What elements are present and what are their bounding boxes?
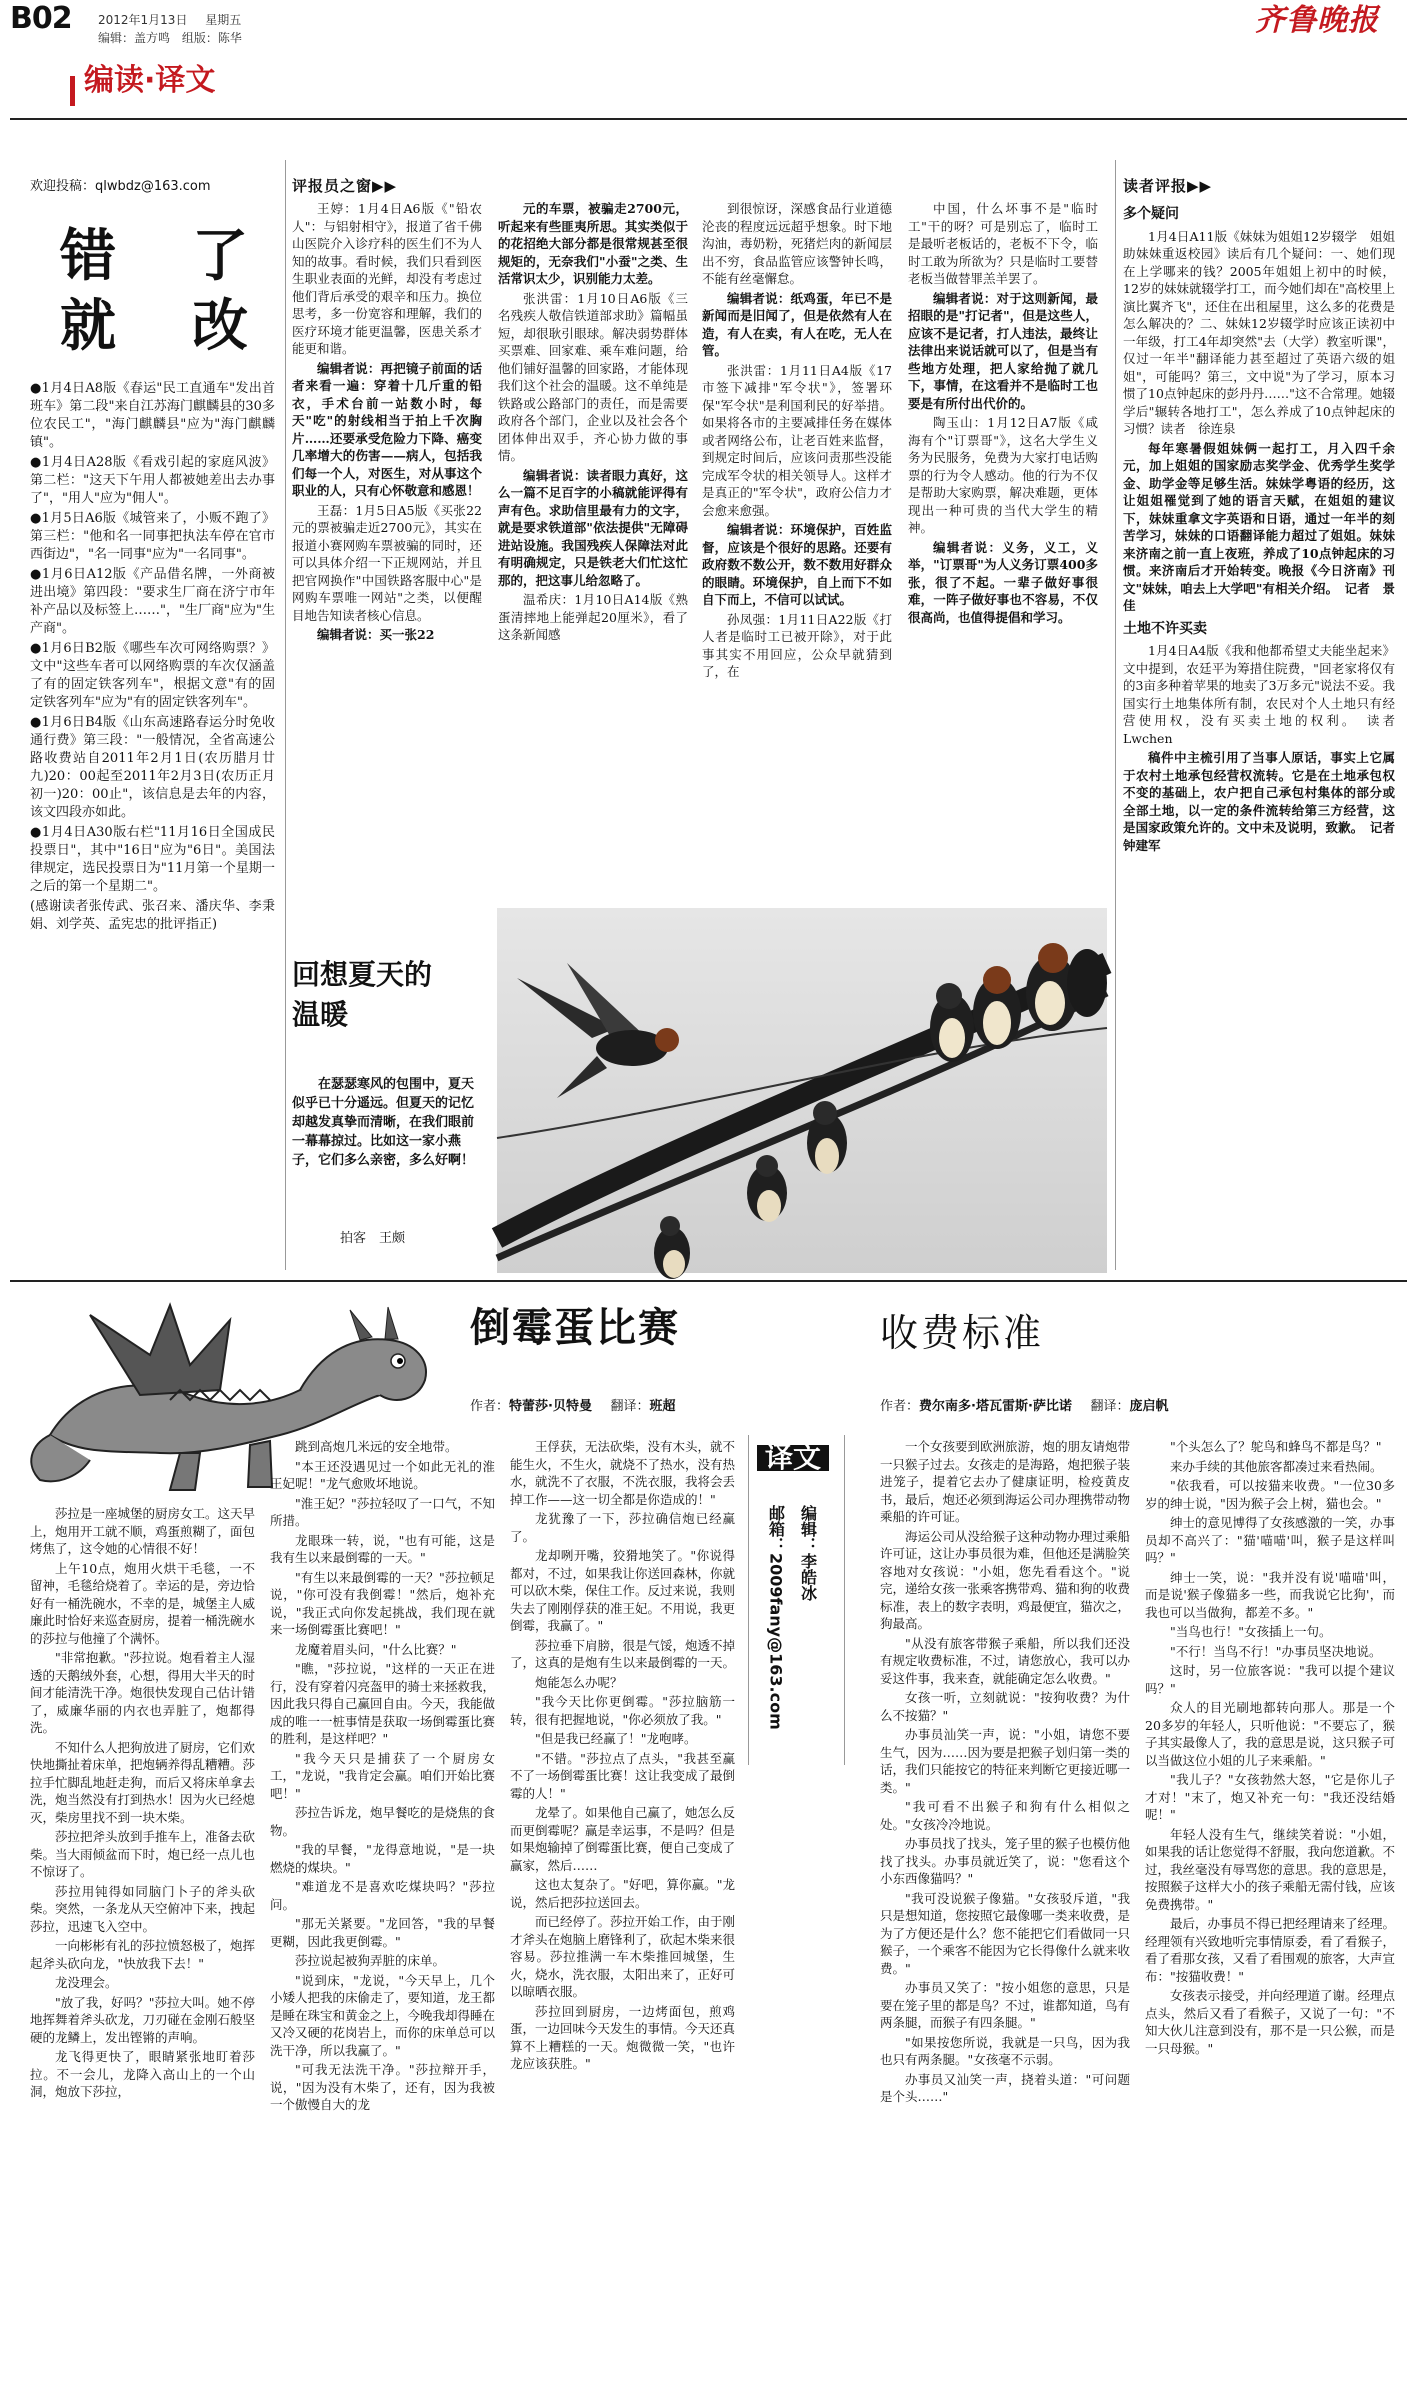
paragraph: 陶玉山：1月12日A7版《咸海有个"订票哥"》，这名大学生义务为民服务，免费为大家打电话购票的行为令人感动。他的行为不仅是帮助大家购票，解决难题，更体现出一种可贵的当代大学生的精神。 [908,415,1098,535]
paragraph: "不行！当鸟不行！"办事员坚决地说。 [1170,1643,1382,1659]
paragraph: 到很惊讶，深感食品行业道德沦丧的程度远远超乎想象。时下地沟油，毒奶粉，死猪烂肉的新闻层出不穷，食品监管应该警钟长鸣，不能有丝毫懈怠。 [702,201,892,286]
paragraph: ●1月5日A6版《城管来了，小贩不跑了》第三栏："他和名一同事把执法车停在官市西街边"，"名一同事"应为"一名同事"。 [30,511,275,562]
paragraph: 编辑者说：对于这则新闻，最招眼的是"打记者"，但是这些人，应该不是记者，打人违法，最终让法律出来说话就可以了，但是当有些地方处理，把人家给抛了就几下，事情，在这看并不是临时工也要是有所付出代价的。 [908,290,1098,411]
weekday-text: 星期五 [205,13,242,27]
paragraph: "本王还没遇见过一个如此无礼的淮王妃呢！"龙气愈败坏地说。 [270,1458,495,1491]
paragraph: 王磊：1月5日A5版《买张22元的票被骗走近2700元》，其实在报道小赛网购车票被骗的同时，还可以具体介绍一下正规网站，并且把官网换作"中国铁路客服中心"是网购车票唯一网站"之类，以便醒目地告知读者核心信息。 [292,502,482,623]
paragraph: "非常抱歉。"莎拉说。炮看着主人湿透的天鹅绒外套，心想，得用大半天的时间才能清洗干净。炮很快发现自己估计错了，威廉华丽的内衣也弄脏了，炮都得洗。 [30,1650,256,1735]
photo-title-line-2: 温暖 [292,998,349,1031]
swallows-photo [497,908,1107,1273]
contact-line: 欢迎投稿：qlwbdz@163.com [30,179,211,194]
paragraph: "我可没说猴子像猫。"女孩驳斥道，"我只是想知道，您按照它最像哪一类来收费，是为了方便还是什么？您不能把它们看做同一只猴子，一个乘客不能因为它长得像什么就来收费。" [880,1890,1131,1976]
layout-text: 组版：陈华 [181,31,242,45]
paragraph: 年轻人没有生气，继续笑着说："小姐，如果我的话让您觉得不舒服，我向您道歉。不过，我丝毫没有辱骂您的意思。我的意思是，按照猴子这样大小的孩子乘船无需付钱，应该免费携带。" [1145,1826,1396,1912]
story1-author: 特蕾莎·贝特曼 [509,1399,592,1414]
paragraph: 莎拉把斧头放到手推车上，准备去砍柴。当大雨倾盆而下时，炮已经一点儿也不惊讶了。 [30,1829,256,1879]
paragraph: 王俘获，无法砍柴，没有木头，就不能生火，不生火，就烧不了热水，没有热水，就洗不了衣服，不洗衣服，我将会丢掉工作——这一切全都是你造成的！" [510,1439,736,1507]
paragraph: 编辑者说：读者眼力真好，这么一篇不足百字的小稿就能评得有声有色。求助信里最有力的文字，就是要求铁道部"依法提供"无障碍进站设施。我国残疾人保障法对此有明确规定，只是铁老大们忙这忙那的，把这事儿给忽略了。 [498,467,688,588]
paragraph: "我今天比你更倒霉。"莎拉脑筋一转，很有把握地说，"你必须放了我。" [510,1694,735,1727]
paragraph: 温希庆：1月10日A14版《熟蛋清摔地上能弹起20厘米》，看了这条新闻感 [498,592,688,642]
paragraph: 炮能怎么办呢？ [535,1674,623,1690]
paragraph: "淮王妃？"莎拉轻叹了一口气，不知所措。 [270,1495,495,1528]
brand-logo: 齐鲁晚报 [1255,3,1379,38]
paragraph: "不错。"莎拉点了点头，"我甚至赢不了一场倒霉蛋比赛！这让我变成了最倒霉的人！" [510,1750,736,1801]
paragraph: 莎拉垂下肩膀，很是气馁，炮透不掉了，这真的是炮有生以来最倒霉的一天。 [510,1637,736,1670]
review-column-1 [292,200,482,870]
review-section-title: 评报员之窗▶▶ [292,177,398,195]
story2-translator: 庞启帆 [1129,1399,1169,1414]
paragraph: 这时，另一位旅客说："我可以提个建议吗？" [1145,1663,1395,1696]
story2-author: 费尔南多·塔瓦雷斯·萨比诺 [919,1399,1072,1414]
paragraph: ●1月4日A30版右栏"11月16日全国成民投票日"，其中"16日"应为"6日"。美国法律规定，选民投票日为"11月第一个星期一之后的第一个星期二"。 [30,825,275,894]
story1-column-1 [30,1505,255,2370]
paragraph: 绅士的意见博得了女孩感激的一笑，办事员却不高兴了："猫'喵喵'叫，猴子是这样叫吗？" [1145,1515,1396,1565]
paragraph: 1月4日A11版《妹妹为姐姐12岁辍学 姐姐助妹妹重返校园》读后有几个疑问：一、她们现在上学哪来的钱？2005年姐姐上初中的时候，12岁的妹妹就辍学打工，而今她们却在"高校里上演比翼齐飞"，还住在出租屋里，这么多的花费是怎么解决的？二、妹妹12岁辍学时应该正读初中一年级，打工4年却突然"去（大学）教室听课"，仅过一年半"翻译能力甚至超过了英语六级的姐姐"，可能吗？第三，文中说"为了学习，原本习惯了10点钟起床的彭丹丹……"这不合常理。她辍学后"辗转各地打工"，怎么养成了10点钟起床的习惯？读者 徐连泉 [1123,228,1395,436]
page-code: B02 [10,1,72,36]
story2-byline [880,1398,1168,1416]
paragraph: 莎拉告诉龙，炮早餐吃的是烧焦的食物。 [270,1805,496,1838]
paragraph: 女孩表示接受，并向经理道了谢。经理点点头，然后又看了看猴子，又说了一句："不知大伙儿注意到没有，那不是一只公猴，而是一只母猴。" [1145,1988,1396,2056]
paragraph: 编辑者说：再把镜子前面的话者来看一遍：穿着十几斤重的铅衣，手术台前一站数小时，每天"吃"的射线相当于拍上千次胸片……还要承受危险力下降、癌变几率增大的伤害——病人，包括我们每一个人，对医生，对从事这个职业的人，只有心怀敬意和感恩！ [292,360,482,498]
paragraph: "如果按您所说，我就是一只鸟，因为我也只有两条腿。"女孩毫不示弱。 [880,2034,1130,2067]
story1-translator: 班超 [649,1399,676,1414]
paragraph: "瞧，"莎拉说，"这样的一天正在进行，没有穿着闪亮盔甲的骑士来拯救我，因此我只得自己赢回自由。今天，我能做成的唯一一桩事情是获取一场倒霉蛋比赛的胜利，是这样吧？" [270,1661,496,1746]
paragraph: 来办手续的其他旅客都凑过来看热闹。 [1170,1458,1383,1474]
page-date [98,12,241,30]
paragraph: 稿件中主梳引用了当事人原话，事实上它属于农村土地承包经营权流转。它是在土地承包权不变的基础上，农户把自己承包村集体的部分或全部土地，以一定的条件流转给第三方经营，这是国家政策允许的。文中未及说明，致歉。 记者 钟建军 [1123,750,1408,853]
photo-credit: 拍客 王颇 [340,1231,406,1246]
corrections-title-line-1: 错 了 [60,224,258,289]
paragraph: ●1月4日A28版《看戏引起的家庭风波》第二栏："这天下午用人都被她差出去办事了"，"用人"应为"佣人"。 [30,455,275,506]
paragraph: "依我看，可以按猫来收费。"一位30多岁的绅士说，"因为猴子会上树，猫也会。" [1145,1478,1395,1511]
paragraph: "但是我已经赢了！"龙咆哮。 [535,1731,697,1746]
paragraph: 一向彬彬有礼的莎拉愤怒极了，炮挥起斧头砍向龙，"快放我下去！" [30,1938,256,1971]
photo-title-line-1: 回想夏天的 [292,958,433,991]
paragraph: 编辑者说：环境保护，百姓监督，应该是个很好的思路。还要有政府数不数公开，数不数用好群众的眼睛。环境保护，自上而下不如自下而上，不信可以试试。 [702,522,892,607]
story2-author-label: 作者： [880,1399,920,1414]
photo-title [292,955,432,1035]
review-column-4 [908,200,1098,870]
paragraph: "可我无法洗干净。"莎拉辩开手，说，"因为没有木柴了，还有，因为我被一个傲慢自大的龙 [270,2062,495,2112]
paragraph: 龙却咧开嘴，狡猾地笑了。"你说得都对，不过，如果我让你送回森林，你就可以砍木柴，保住工作。反过来说，我则失去了刚刚俘获的准王妃。不用说，我更倒霉，我赢了。" [510,1548,736,1633]
reader-divider [1115,160,1116,1270]
paragraph: ●1月6日B4版《山东高速路春运分时免收通行费》第三段："一般情况，全省高速公路收费站自2011年2月1日(农历腊月廿九)20：00起至2011年2月3日(农历正月初一)20：00止"，该信息是去年的内容，该文四段亦如此。 [30,715,275,820]
editor-text: 编辑：盖方鸣 [98,31,171,45]
paragraph: (感谢读者张传武、张召来、潘庆华、李秉娟、刘学英、孟宪忠的批评指正) [30,899,275,932]
paragraph: ●1月6日A12版《产品借名牌，一外商被进出境》第四段："要求生厂商在济宁市年补产品以及标签上……"，"生厂商"应为"生产商"。 [30,567,275,636]
paragraph: 众人的目光刷地都转向那人。那是一个20多岁的年轻人，只听他说："不要忘了，猴子其实最像人了，我的意思是说，这只猴子可以当做这位小姐的儿子来乘船。" [1145,1700,1396,1768]
paragraph: 龙没理会。 [55,1975,118,1990]
story1-column-2 [270,1438,495,2370]
paragraph: 中国，什么坏事不是"临时工"干的呀？可是别忘了，临时工是最听老板话的，老板不下令，临时工敢为所欲为？只是临时工要替老板当做替罪羔羊罢了。 [908,201,1098,286]
reader-section-title: 读者评报▶▶ [1123,177,1213,195]
paragraph: "我儿子？"女孩勃然大怒，"它是你儿子才对！"末了，炮又补充一句："我还没结婚呢！" [1145,1772,1395,1822]
story1-column-3 [510,1438,735,2370]
paragraph: 龙魔着眉头问，"什么比赛？" [295,1641,457,1657]
paragraph: ●1月6日B2版《哪些车次可网络购票？》文中"这些车者可以网络购票的车次仅涵盖了有的固定铁客列车"，根据文意"有的固定铁客列车"应为"有的固定铁客列车"。 [30,641,275,710]
translation-label: 译文 [757,1445,829,1471]
paragraph: 这也太复杂了。"好吧，算你赢。"龙说，然后把莎拉送回去。 [510,1877,735,1910]
mid-rule [10,1280,1407,1282]
paragraph: 跳到高炮几米远的安全地带。 [295,1439,458,1454]
paragraph: 而已经停了。莎拉开始工作，由于刚才斧头在炮脑上磨锋利了，砍起木柴来很容易。莎拉推满一车木柴推回城堡，生火，烧水，洗衣服，太阳出来了，正好可以晾晒衣服。 [510,1914,736,1999]
paragraph: 办事员汕笑一声，说："小姐，请您不要生气，因为……因为要是把猴子划归第一类的话，我们只能按它的特征来判断它更接近哪一类。" [880,1727,1131,1795]
paragraph: 张洪雷：1月11日A4版《17市签下减排"军令状"》，签署环保"军令状"是利国利民的好举措。如果将各市的主要减排任务在媒体或者网络公布，让老百姓来监督，到规定时间后，应该问责那些没能完成军令状的相关领导人。这样才是真正的"军令状"，政府公信力才会愈来愈强。 [702,362,892,518]
section-title: 编读·译文 [84,63,216,98]
paragraph: "有生以来最倒霉的一天？"莎拉顿足说，"你可没有我倒霉！"然后，炮补充说，"我正式向你发起挑战，我们现在就来一场倒霉蛋比赛吧！" [270,1569,495,1637]
translation-email: 邮箱：2009fany@163.com [766,1505,786,1730]
paragraph: 莎拉用钝得如同脑门卜子的斧头砍柴。突然，一条龙从天空俯冲下来，拽起莎拉，迅速飞入空中。 [30,1883,256,1934]
story2-column-2 [1145,1438,1395,2370]
header-accent-bar [70,76,75,106]
story2-column-1 [880,1438,1130,2370]
paragraph: 莎拉说起被狗弄脏的床单。 [295,1953,446,1968]
paragraph: 办事员又汕笑一声，挠着头道："可问题是个头……" [880,2071,1130,2104]
paragraph: 龙犹豫了一下，莎拉确信炮已经赢了。 [510,1511,735,1544]
subheading: 多个疑问 [1123,206,1179,222]
translation-box [748,1435,845,1765]
paragraph: "我的早餐，"龙得意地说，"是一块燃烧的煤块。" [270,1842,495,1875]
paragraph: 编辑者说：纸鸡蛋，年已不是新闻而是旧闻了，但是依然有人在造，有人在卖，有人在吃，无人在管。 [702,290,892,358]
paragraph: "从没有旅客带猴子乘船，所以我们还没有规定收费标准，不过，请您放心，我可以办妥这件事，我来查，就能确定怎么收费。" [880,1635,1131,1686]
paragraph: 不知什么人把狗放进了厨房，它们欢快地撕扯着床单，把炮辆养得乱糟糟。莎拉手忙脚乱地赶走狗，而后又将床单拿去洗，炮当然没有打到热水！因为火已经熄灭，柴房里找不到一块木柴。 [30,1739,256,1825]
paragraph: 上午10点，炮用火烘干毛毯，一不留神，毛毯给烧着了。幸运的是，旁边恰好有一桶洗碗水，不幸的是，城堡主人威廉此时恰好来巡查厨房，提着一桶洗碗水的莎拉与他撞了个满怀。 [30,1560,256,1646]
paragraph: 编辑者说：买一张22 [317,627,435,642]
paragraph: 1月4日A4版《我和他都希望丈夫能坐起来》文中提到，农廷平为筹措住院费，"回老家将仅有的3亩多种着苹果的地卖了3万多元"说法不妥。我国实行土地集体所有制，农民对个人土地只有经营使用权，没有买卖土地的权利。 读者 Lwchen [1123,643,1408,746]
story1-title: 倒霉蛋比赛 [470,1305,680,1351]
paragraph: "我今天只是捕获了一个厨房女工，"龙说，"我肯定会赢。咱们开始比赛吧！" [270,1750,495,1801]
paragraph: 孙凤强：1月11日A22版《打人者是临时工已被开除》，对于此事其实不用回应，公众早就猜到了，在 [702,611,892,679]
date-text: 2012年1月13日 [98,13,188,27]
paragraph: "难道龙不是喜欢吃煤块吗？"莎拉问。 [270,1879,495,1912]
paragraph: "个头怎么了？鸵鸟和蜂鸟不都是鸟？" [1170,1439,1382,1454]
reader-column [1123,200,1408,1275]
story1-translator-label: 翻译： [610,1399,650,1414]
paragraph: 办事员找了找头，笼子里的猴子也模仿他找了找头。办事员就近笑了，说："您看这个小东西像猫吗？" [880,1836,1131,1886]
corrections-list [30,380,275,1270]
story2-title: 收费标准 [880,1311,1045,1355]
paragraph: 龙眼珠一转，说，"也有可能，这是我有生以来最倒霉的一天。" [270,1532,495,1565]
paragraph: "放了我，好吗？"莎拉大叫。她不停地挥舞着斧头砍龙，刀刃碰在金刚石般坚硬的龙鳞上，发出铿锵的声响。 [30,1994,256,2045]
paragraph: 王婷：1月4日A6版《"铅农人"：与铝射相守》，报道了省千佛山医院介入诊疗科的医生们不为人知的故事。看时候，我们只看到医生职业表面的光鲜，却没有考虑过他们背后承受的艰辛和压力。换位思考，多一份宽容和理解，我们的医疗环境才能更温馨，医患关系才能更和谐。 [292,201,482,356]
corrections-divider [285,160,286,1270]
paragraph: 一个女孩要到欧洲旅游，炮的朋友请炮带一只猴子过去。女孩走的是海路，炮把猴子装进笼子，提着它去办了健康证明，检疫黄皮书，最后，炮还必须到海运公司办理携带动物乘船的许可证。 [880,1439,1131,1524]
story1-author-label: 作者： [470,1399,510,1414]
paragraph: 编辑者说：义务，义工，义举，"订票哥"为人义务订票400多张，很了不起。一辈子做好事很难，一阵子做好事也不容易，不仅很高尚，也值得提倡和学习。 [908,539,1098,625]
paragraph: ●1月4日A8版《春运"民工直通车"发出首班车》第二段"来自江苏海门麒麟县的30多位农民工"，"海门麒麟县"应为"海门麒麟镇"。 [30,381,275,450]
paragraph: 元的车票，被骗走2700元，听起来有些匪夷所思。其实类似于的花招绝大部分都是很常规甚至很规矩的，无奈我们"小蚕"之类、生活常识太少，识别能力太差。 [498,201,688,286]
paragraph: 莎拉是一座城堡的厨房女工。这天早上，炮用开工就不顺，鸡蛋煎糊了，面包烤焦了，这令她的心情很不好！ [30,1506,256,1556]
paragraph: 龙飞得更快了，眼睛紧张地盯着莎拉。不一会儿，龙降入高山上的一个山洞，炮放下莎拉， [30,2049,255,2099]
corrections-title [60,222,258,362]
paragraph: 女孩一听，立刻就说："按狗收费？为什么不按猫？" [880,1690,1130,1723]
paragraph: 绅士一笑，说："我并没有说'喵喵'叫，而是说'猴子像猫多一些，而我说它比狗'，而我也可以当做狗，都差不多。" [1145,1569,1395,1620]
photo-caption: 在瑟瑟寒风的包围中，夏天似乎已十分遥远。但夏天的记忆却越发真挚而清晰，在我们眼前一幕幕掠过。比如这一家小燕子，它们多么亲密，多么好啊！ [292,1077,475,1168]
paragraph: 办事员又笑了："按小姐您的意思，只是要在笼子里的都是鸟？不过，谁都知道，鸟有两条腿，而猴子有四条腿。" [880,1980,1131,2030]
review-column-2 [498,200,688,870]
corrections-title-line-2: 就 改 [60,294,258,359]
subheading: 土地不许买卖 [1123,620,1207,637]
editor-credit [98,30,242,48]
paragraph: 莎拉回到厨房，一边烤面包，煎鸡蛋，一边回味今天发生的事情。今天还真算不上糟糕的一天。炮微微一笑，"也许龙应该获胜。" [510,2003,736,2071]
paragraph: "那无关紧要。"龙回答，"我的早餐更糊，因此我更倒霉。" [270,1916,495,1949]
paragraph: 龙晕了。如果他自己赢了，她怎么反而更倒霉呢？赢是幸运事，不是吗？但是如果炮输掉了倒霉蛋比赛，便自己变成了赢家，然后…… [510,1805,736,1873]
story2-translator-label: 翻译： [1090,1399,1130,1414]
review-column-3 [702,200,892,870]
translation-editor: 编辑：李皓冰 [798,1505,818,1601]
story1-byline [470,1398,676,1416]
paragraph: 每年寒暑假姐妹俩一起打工，月入四千余元，加上姐姐的国家励志奖学金、优秀学生奖学金、助学金等足够生活。妹妹学粤语的经历，这让姐姐罹觉到了她的语言天赋，在姐姐的建议下，妹妹重拿文字英语和日语，通过一年半的刻苦学习，妹妹的口语翻译能力超过了姐姐。妹妹来济南之前一直上夜班，养成了10点钟起床的习惯。来济南后才开始转变。晚报《今日济南》刊文"妹妹，咱去上大学吧"有相关介绍。 记者 景佳 [1123,440,1395,613]
paragraph: 最后，办事员不得已把经理请来了经理。经理领有兴致地听完事情原委，看了看猴子，看了看那女孩，又看了看围观的旅客，大声宣布："按猫收费！" [1145,1916,1396,1984]
swallows-photo-graphic [497,908,1107,1273]
paragraph: "我可看不出猴子和狗有什么相似之处。"女孩冷冷地说。 [880,1799,1130,1832]
paragraph: 海运公司从没给猴子这种动物办理过乘船许可证，这让办事员很为难，但他还是满脸笑容地对女孩说："小姐，您先看看这个。"说完，递给女孩一张乘客携带鸡、猫和狗的收费标准，表上的数字表明，鸡最便宜，猫次之，狗最高。 [880,1528,1131,1631]
paragraph: 张洪雷：1月10日A6版《三名残疾人敬信铁道部求助》篇幅虽短，却很耿引眼球。解决弱势群体买票难、回家难、乘车难问题，给他们铺好温馨的回家路，才能体现我们这个社会的温暖。这不单纯是铁路或公路部门的责任，而是需要政府各个部门，企业以及社会各个团体伸出双手，齐心协力做的事情。 [498,290,688,463]
header-rule [10,118,1407,120]
paragraph: "当鸟也行！"女孩插上一句。 [1170,1624,1332,1639]
paragraph: "说到床，"龙说，"今天早上，几个小矮人把我的床偷走了，要知道，龙王都是睡在珠宝和黄金之上，今晚我却得睡在又冷又硬的花岗岩上，而你的床单总可以洗干净，所以我赢了。" [270,1972,496,2058]
